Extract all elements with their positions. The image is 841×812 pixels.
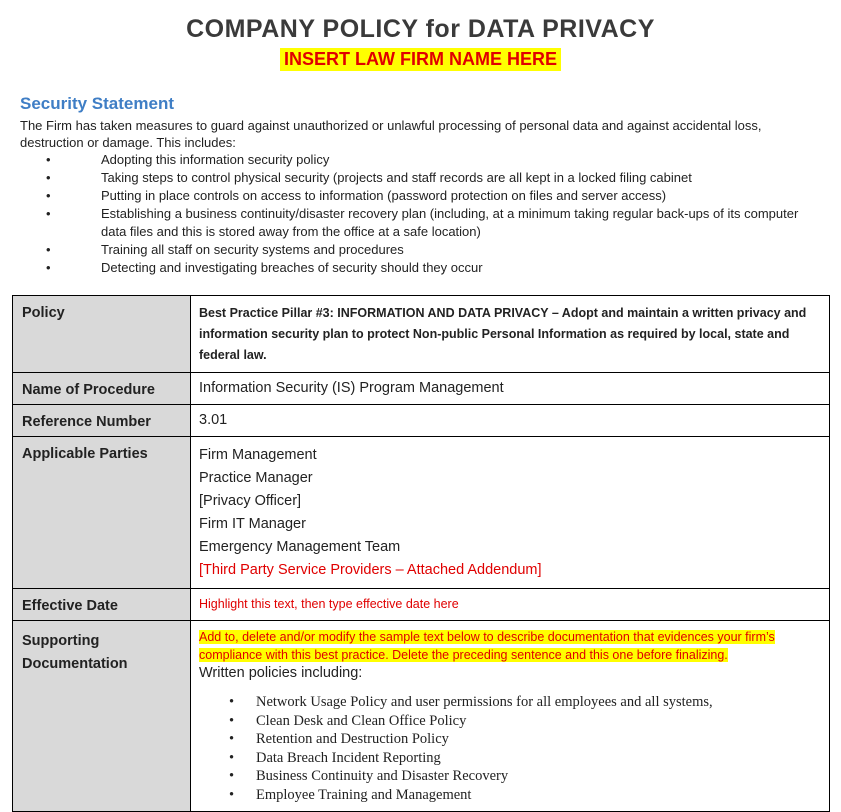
bullet-icon: • (46, 152, 51, 167)
list-item-text: Putting in place controls on access to information (password protection on files and server access) (101, 188, 667, 203)
parties-cell (191, 437, 830, 589)
list-item (199, 712, 822, 731)
bullet-icon: • (229, 731, 235, 748)
effective-date-hint: Highlight this text, then type effective date here (199, 597, 459, 611)
list-item-text: Taking steps to control physical security (projects and staff records are all kept in a locked filing cabinet (101, 170, 692, 185)
supporting-note: Add to, delete and/or modify the sample text below to describe documentation that evidences your firm’s compliance with this best practice. Delete the preceding sentence and this one before finalizing. (199, 630, 775, 662)
bullet-icon: • (229, 712, 235, 729)
supporting-documentation-cell (191, 621, 830, 812)
security-statement-heading: Security Statement (20, 94, 174, 113)
bullet-icon: • (229, 749, 235, 766)
reference-label: Reference Number (13, 405, 191, 437)
list-item (0, 259, 821, 277)
policy-table (12, 295, 830, 812)
list-item (199, 730, 822, 749)
bullet-icon: • (46, 260, 51, 275)
table-row (13, 405, 830, 437)
policy-cell (191, 296, 830, 373)
effective-date-label: Effective Date (13, 589, 191, 621)
table-row (13, 437, 830, 589)
list-item-text: Business Continuity and Disaster Recovery (256, 768, 509, 785)
label-line: Documentation (22, 656, 128, 672)
list-item-text: Retention and Destruction Policy (256, 731, 449, 748)
written-policies-intro: Written policies including: (199, 665, 363, 681)
table-row (13, 373, 830, 405)
list-item (0, 151, 821, 169)
list-item (199, 786, 822, 805)
document-title: COMPANY POLICY for DATA PRIVACY (186, 15, 655, 43)
bullet-icon: • (229, 786, 235, 803)
table-row (13, 621, 830, 812)
bullet-icon: • (229, 694, 235, 710)
list-item-text: Clean Desk and Clean Office Policy (256, 712, 467, 729)
policy-text: Best Practice Pillar #3: INFORMATION AND DATA PRIVACY – Adopt and maintain a written privacy and information security plan to protect Non-public Personal Information as required by local, state and federal law. (199, 306, 807, 362)
table-row (13, 296, 830, 373)
firm-name-block (0, 48, 841, 71)
security-measures-list (0, 151, 841, 277)
list-item (0, 205, 821, 241)
party-item: [Privacy Officer] (199, 493, 302, 509)
list-item-text: Adopting this information security policy (101, 152, 330, 167)
security-statement-intro: The Firm has taken measures to guard against unauthorized or unlawful processing of personal data and against accidental loss, destruction or damage. This includes: (20, 118, 762, 150)
list-item (0, 187, 821, 205)
label-line: Supporting (22, 633, 100, 649)
list-item-text: Detecting and investigating breaches of security should they occur (101, 260, 483, 275)
list-item-text: Data Breach Incident Reporting (256, 749, 441, 766)
bullet-icon: • (46, 188, 51, 203)
party-item-third-party: [Third Party Service Providers – Attached Addendum] (199, 562, 542, 578)
list-item (0, 241, 821, 259)
reference-value: 3.01 (191, 405, 830, 437)
policy-label: Policy (13, 296, 191, 373)
procedure-label: Name of Procedure (13, 373, 191, 405)
list-item-text: Training all staff on security systems and procedures (101, 242, 404, 257)
party-item: Practice Manager (199, 470, 313, 486)
list-item (199, 749, 822, 768)
list-item (199, 693, 822, 712)
party-item: Firm IT Manager (199, 516, 306, 532)
parties-label: Applicable Parties (13, 437, 191, 589)
list-item (0, 169, 821, 187)
supporting-documentation-label (13, 621, 191, 812)
party-item: Emergency Management Team (199, 539, 401, 555)
procedure-value: Information Security (IS) Program Management (191, 373, 830, 405)
table-row (13, 589, 830, 621)
list-item-text: Network Usage Policy and user permissions for all employees and all systems, (256, 694, 713, 710)
bullet-icon: • (229, 768, 235, 785)
list-item-text: Employee Training and Management (256, 786, 472, 803)
bullet-icon: • (46, 242, 51, 257)
firm-name-placeholder: INSERT LAW FIRM NAME HERE (280, 48, 561, 71)
bullet-icon: • (46, 206, 51, 221)
documents-list (199, 693, 822, 805)
list-item (199, 767, 822, 786)
party-item: Firm Management (199, 447, 317, 463)
bullet-icon: • (46, 170, 51, 185)
list-item-text: Establishing a business continuity/disaster recovery plan (including, at a minimum taking regular back-ups of its computer data files and this is stored away from the office at a safe location) (101, 206, 799, 239)
effective-date-cell (191, 589, 830, 621)
